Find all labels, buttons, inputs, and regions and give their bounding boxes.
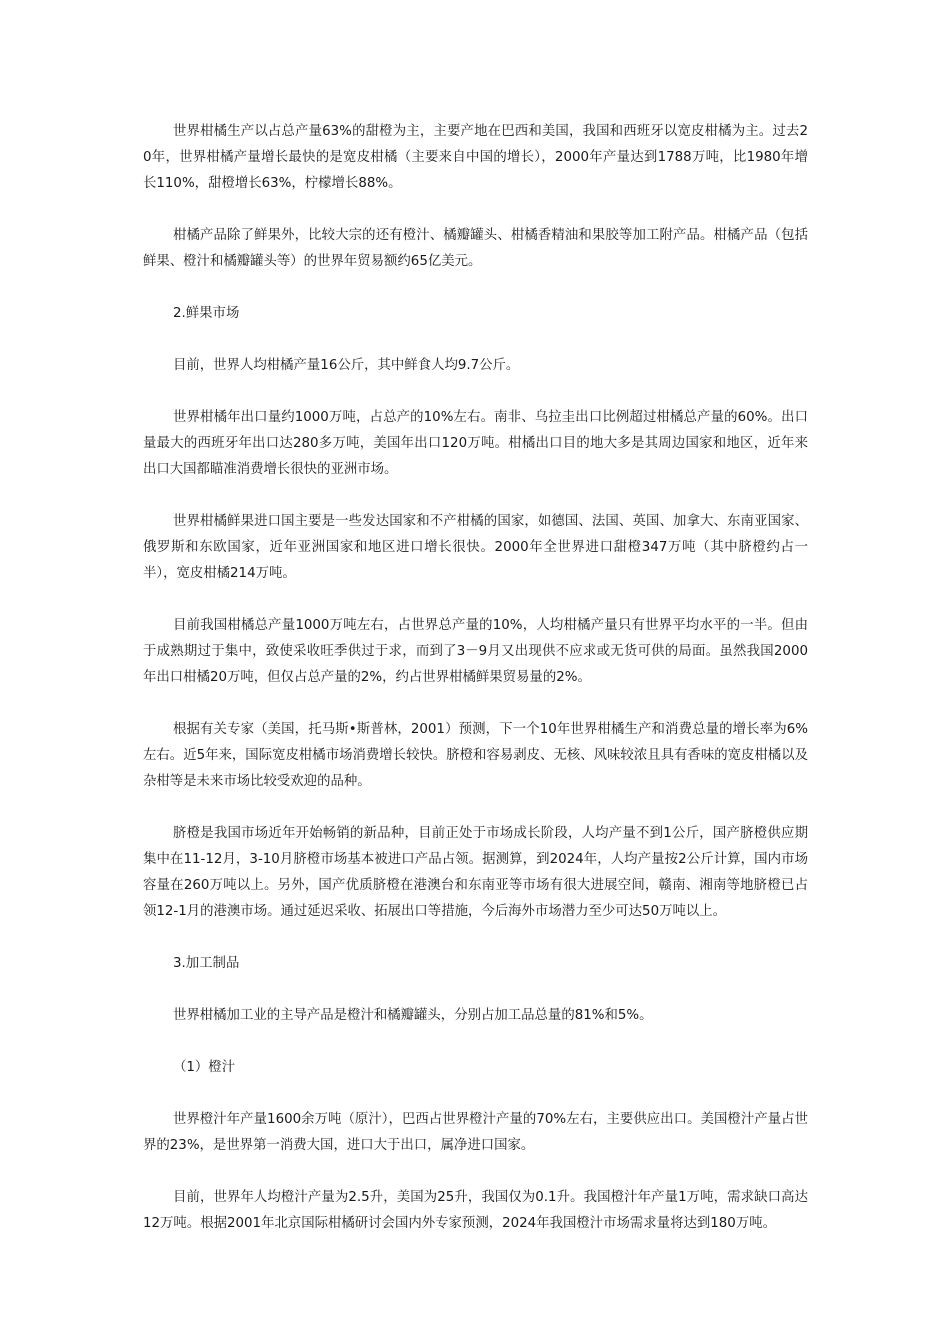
paragraph-export-volume: 世界柑橘年出口量约1000万吨，占总产的10%左右。南非、乌拉圭出口比例超过柑橘总产量的60%。出口量最大的西班牙年出口达280多万吨，美国年出口120万吨。柑橘出口目的地大多是其周边国家和地区，近年来出口大国都瞄准消费增长很快的亚洲市场。 (143, 410, 808, 477)
paragraph-citrus-products: 柑橘产品除了鲜果外，比较大宗的还有橙汁、橘瓣罐头、柑橘香精油和果胶等加工附产品。柑橘产品（包括鲜果、橙汁和橘瓣罐头等）的世界年贸易额约65亿美元。 (143, 228, 808, 269)
paragraph-navel-orange: 脐橙是我国市场近年开始畅销的新品种，目前正处于市场成长阶段，人均产量不到1公斤，国产脐橙供应期集中在11-12月，3-10月脐橙市场基本被进口产品占领。据测算，到2024年，人均产量按2公斤计算，国内市场容量在260万吨以上。另外，国产优质脐橙在港澳台和东南亚等市场有很大进展空间，赣南、湘南等地脐橙已占领12-1月的港澳市场。通过延迟采收、拓展出口等措施，今后海外市场潜力至少可达50万吨以上。 (143, 826, 808, 919)
paragraph-per-capita-output: 目前，世界人均柑橘产量16公斤，其中鲜食人均9.7公斤。 (173, 358, 520, 373)
paragraph-world-production: 世界柑橘生产以占总产量63%的甜橙为主，主要产地在巴西和美国，我国和西班牙以宽皮柑橘为主。过去20年，世界柑橘产量增长最快的是宽皮柑橘（主要来自中国的增长），2000年产量达到1788万吨，比1980年增长110%，甜橙增长63%，柠檬增长88%。 (143, 124, 808, 191)
paragraph-juice-production: 世界橙汁年产量1600余万吨（原汁），巴西占世界橙汁产量的70%左右，主要供应出口。美国橙汁产量占世界的23%，是世界第一消费大国，进口大于出口，属净进口国家。 (143, 1112, 808, 1153)
section-heading-processed-products: 3.加工制品 (173, 956, 240, 971)
paragraph-processing-industry: 世界柑橘加工业的主导产品是橙汁和橘瓣罐头，分别占加工品总量的81%和5%。 (173, 1008, 653, 1023)
paragraph-expert-forecast: 根据有关专家（美国，托马斯•斯普林，2001）预测，下一个10年世界柑橘生产和消费总量的增长率为6%左右。近5年来，国际宽皮柑橘市场消费增长较快。脐橙和容易剥皮、无核、风味较浓且具有香味的宽皮柑橘以及杂柑等是未来市场比较受欢迎的品种。 (143, 722, 808, 789)
subsection-heading-orange-juice: （1）橙汁 (173, 1060, 236, 1075)
paragraph-china-output: 目前我国柑橘总产量1000万吨左右，占世界总产量的10%，人均柑橘产量只有世界平均水平的一半。但由于成熟期过于集中，致使采收旺季供过于求，而到了3－9月又出现供不应求或无货可供的局面。虽然我国2000年出口柑橘20万吨，但仅占总产量的2%，约占世界柑橘鲜果贸易量的2%。 (143, 618, 808, 685)
document-body (143, 119, 808, 1263)
paragraph-juice-demand: 目前，世界年人均橙汁产量为2.5升，美国为25升，我国仅为0.1升。我国橙汁年产量1万吨，需求缺口高达12万吨。根据2001年北京国际柑橘研讨会国内外专家预测，2024年我国橙汁市场需求量将达到180万吨。 (143, 1190, 808, 1231)
paragraph-import-countries: 世界柑橘鲜果进口国主要是一些发达国家和不产柑橘的国家，如德国、法国、英国、加拿大、东南亚国家、俄罗斯和东欧国家，近年亚洲国家和地区进口增长很快。2000年全世界进口甜橙347万吨（其中脐橙约占一半），宽皮柑橘214万吨。 (143, 514, 808, 581)
section-heading-fresh-fruit-market: 2.鲜果市场 (173, 306, 240, 321)
